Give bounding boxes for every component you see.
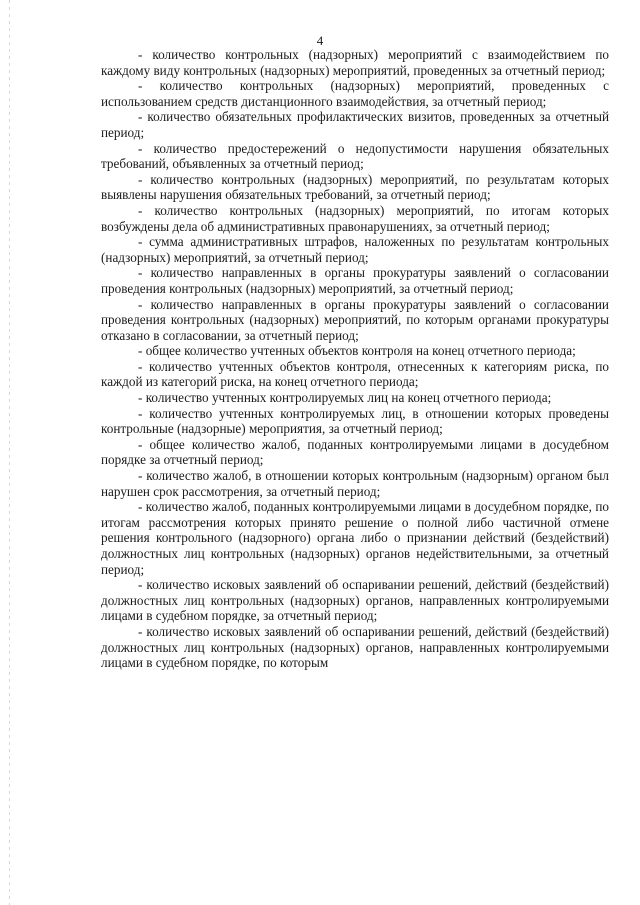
list-item: - количество контрольных (надзорных) мероприятий, проведенных с использованием средств дистанционного взаимодействия, за отчетный период; (101, 78, 609, 109)
list-item: - общее количество учтенных объектов контроля на конец отчетного периода; (138, 343, 576, 359)
list-item: - количество направленных в органы прокуратуры заявлений о согласовании проведения контрольных (надзорных) мероприятий, по которым органами прокуратуры отказано в согласовании, за отчетный период; (101, 296, 609, 343)
list-item: - количество исковых заявлений об оспаривании решений, действий (бездействий) должностных лиц контрольных (надзорных) органов, направленных контролируемыми лицами в судебном порядке, за отчетный период; (101, 577, 609, 624)
list-item: - количество учтенных контролируемых лиц на конец отчетного периода; (138, 390, 552, 406)
list-item: - сумма административных штрафов, наложенных по результатам контрольных (надзорных) мероприятий, за отчетный период; (101, 234, 609, 265)
list-item: - количество контрольных (надзорных) мероприятий, по результатам которых выявлены нарушения обязательных требований, за отчетный период; (101, 171, 609, 203)
list-item: - количество учтенных объектов контроля, отнесенных к категориям риска, по каждой из категорий риска, на конец отчетного периода; (101, 358, 609, 390)
page-number: 4 (316, 33, 324, 48)
list-item: - количество направленных в органы прокуратуры заявлений о согласовании проведения контрольных (надзорных) мероприятий, за отчетный период; (101, 265, 609, 296)
list-item: - количество учтенных контролируемых лиц, в отношении которых проведены контрольные (надзорные) мероприятия, за отчетный период; (101, 405, 609, 437)
list-item: - количество обязательных профилактических визитов, проведенных за отчетный период; (101, 109, 609, 140)
scan-edge-line (9, 0, 10, 905)
list-item: - количество контрольных (надзорных) мероприятий с взаимодействием по каждому виду контрольных (надзорных) мероприятий, проведенных за отчетный период; (101, 47, 609, 78)
list-item: - количество жалоб, поданных контролируемыми лицами в досудебном порядке, по итогам рассмотрения которых принято решение о полной либо частичной отмене решения контрольного (надзорного) органа либо о признании действий (бездействий) должностных лиц контрольных (надзорных) органов недействительными, за отчетный период; (101, 499, 609, 577)
list-item: - количество контрольных (надзорных) мероприятий, по итогам которых возбуждены дела об административных правонарушениях, за отчетный период; (101, 202, 609, 234)
list-item: - общее количество жалоб, поданных контролируемыми лицами в досудебном порядке за отчетный период; (101, 436, 609, 468)
document-body (101, 47, 609, 671)
list-item: - количество исковых заявлений об оспаривании решений, действий (бездействий) должностных лиц контрольных (надзорных) органов, направленных контролируемыми лицами в судебном порядке, по которым (101, 623, 609, 671)
list-item: - количество жалоб, в отношении которых контрольным (надзорным) органом был нарушен срок рассмотрения, за отчетный период; (101, 468, 609, 499)
list-item: - количество предостережений о недопустимости нарушения обязательных требований, объявленных за отчетный период; (101, 140, 609, 172)
